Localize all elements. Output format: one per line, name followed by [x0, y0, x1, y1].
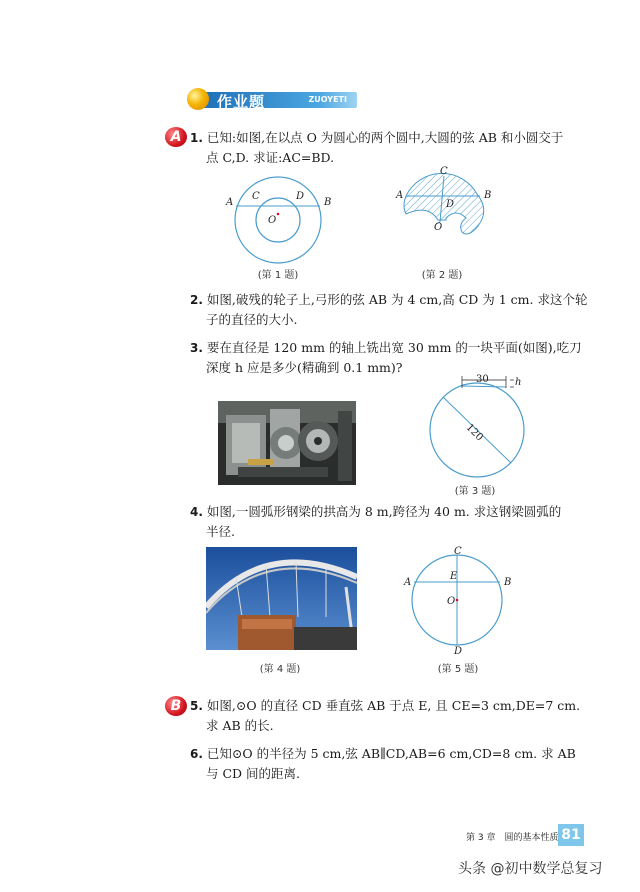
label-b: B	[504, 577, 512, 588]
problem-text-line: 已知⊙O 的半径为 5 cm,弦 AB∥CD,AB=6 cm,CD=8 cm. 求 AB	[206, 746, 576, 761]
figure-2-diagram	[392, 162, 502, 260]
watermark: 头条 @初中数学总复习	[458, 861, 603, 877]
problem-6	[190, 744, 576, 764]
orb-icon	[187, 88, 209, 110]
banner-title: 作业题	[217, 93, 266, 111]
section-b-badge: B	[165, 696, 187, 716]
label-diameter: 120	[463, 422, 485, 444]
label-o: O	[447, 596, 456, 607]
problem-text-line: 如图,破残的轮子上,弓形的弦 AB 为 4 cm,高 CD 为 1 cm. 求这个轮	[206, 292, 588, 307]
problem-5	[190, 696, 580, 716]
label-a: A	[404, 577, 412, 588]
page-number: 81	[558, 824, 584, 846]
label-e: E	[450, 571, 458, 582]
steel-arch-photo	[206, 547, 357, 650]
label-a: A	[396, 190, 404, 201]
label-b: B	[484, 190, 492, 201]
label-d: D	[454, 646, 463, 656]
label-width: 30	[476, 374, 489, 385]
label-h: h	[515, 377, 522, 388]
problem-2-line2: 子的直径的大小.	[206, 312, 298, 327]
label-o: O	[268, 215, 277, 226]
caption-fig4: (第 4 题)	[259, 664, 301, 675]
problem-5-line2: 求 AB 的长.	[206, 718, 274, 733]
problem-number: 1.	[190, 131, 203, 145]
figure-3-diagram	[428, 370, 528, 480]
label-b: B	[324, 197, 332, 208]
label-o: O	[434, 222, 443, 233]
problem-text-line: 已知:如图,在以点 O 为圆心的两个圆中,大圆的弦 AB 和小圆交于	[206, 130, 564, 145]
caption-fig3: (第 3 题)	[454, 486, 496, 497]
caption-fig5: (第 5 题)	[437, 664, 479, 675]
problem-number: 2.	[190, 293, 203, 307]
label-a: A	[226, 197, 234, 208]
label-c: C	[440, 166, 448, 177]
homework-banner	[187, 88, 357, 112]
problem-4	[190, 502, 561, 522]
problem-6-line2: 与 CD 间的距离.	[206, 766, 301, 781]
problem-number: 5.	[190, 699, 203, 713]
milling-machine-photo	[218, 401, 356, 485]
section-a-badge: A	[165, 127, 187, 147]
caption-fig2: (第 2 题)	[421, 270, 463, 281]
label-d: D	[296, 191, 305, 202]
problem-2	[190, 290, 587, 310]
label-c: C	[454, 546, 462, 557]
label-d: D	[446, 199, 455, 210]
caption-fig1: (第 1 题)	[257, 270, 299, 281]
problem-1	[190, 128, 563, 148]
figure-5-diagram	[400, 544, 518, 656]
problem-text-line: 要在直径是 120 mm 的轴上铣出宽 30 mm 的一块平面(如图),吃刀	[206, 340, 582, 355]
problem-text-line: 如图,⊙O 的直径 CD 垂直弦 AB 于点 E, 且 CE=3 cm,DE=7 cm.	[206, 698, 581, 713]
problem-text-line: 如图,一圆弧形钢梁的拱高为 8 m,跨径为 40 m. 求这钢梁圆弧的	[206, 504, 562, 519]
problem-1-line2: 点 C,D. 求证:AC=BD.	[206, 150, 335, 165]
problem-3-line2: 深度 h 应是多少(精确到 0.1 mm)?	[206, 360, 403, 375]
problem-number: 6.	[190, 747, 203, 761]
problem-number: 4.	[190, 505, 203, 519]
label-c: C	[252, 191, 260, 202]
problem-3	[190, 338, 582, 358]
problem-number: 3.	[190, 341, 203, 355]
figure-1-diagram	[222, 176, 334, 266]
problem-4-line2: 半径.	[206, 524, 235, 539]
chapter-footer: 第 3 章 圆的基本性质	[466, 833, 559, 843]
banner-subtitle: ZUOYETI	[308, 95, 347, 104]
